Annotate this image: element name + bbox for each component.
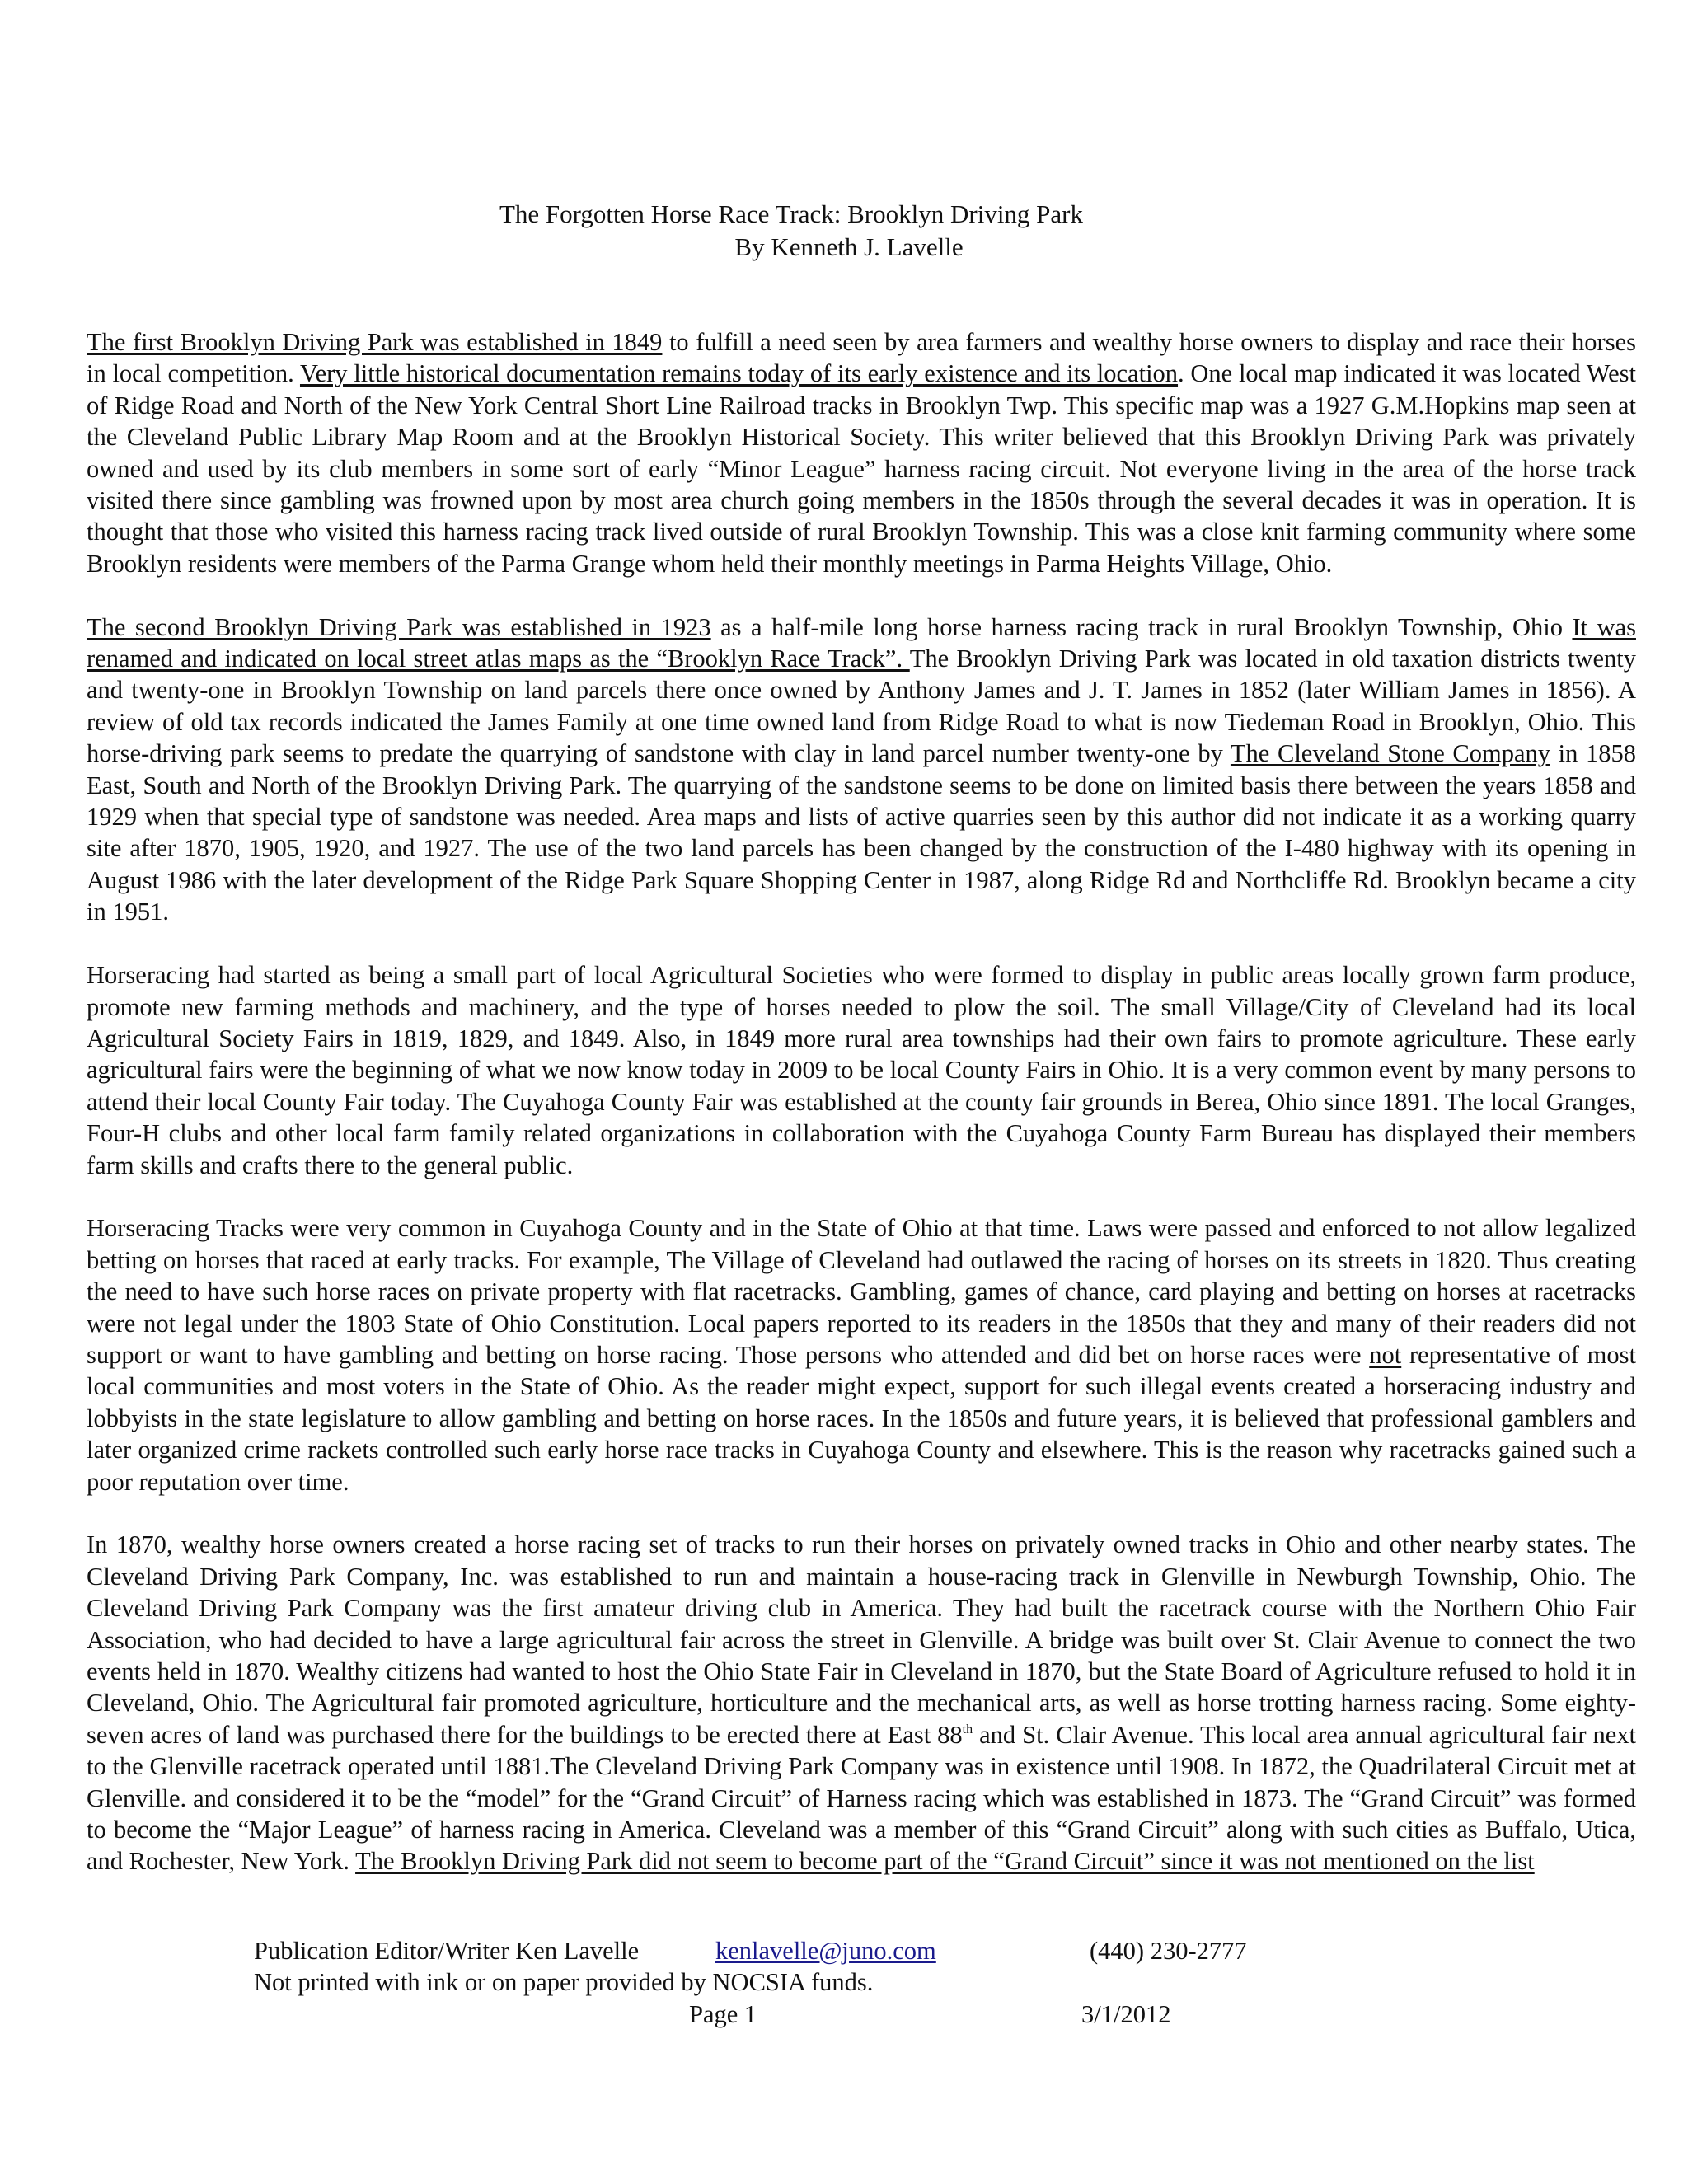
underlined-text: Very little historical documentation remains today of its early existence and its location — [299, 359, 1179, 388]
paragraph-5: In 1870, wealthy horse owners created a horse racing set of tracks to run their horses on privately owned tracks in Ohio and other nearby states. The Cleveland Driving Park Company, Inc. was established to run and maintain a house-racing track in Glenville in Newburgh Township, Ohio. The Cleveland Driving Park Company was the first amateur driving club in America. They had built the racetrack course with the Northern Ohio Fair Association, who had decided to have a large agricultural fair across the street in Glenville. A bridge was built over St. Clair Avenue to connect the two events held in 1870. Wealthy citizens had wanted to host the Ohio State Fair in Cleveland in 1870, but the State Board of Agriculture refused to hold it in Cleveland, Ohio. The Agricultural fair promoted agriculture, horticulture and the mechanical arts, as well as horse trotting harness racing. Some eighty-seven acres of land was purchased there for the buildings to be erected there at East 88th and St. Clair Avenue. This local area annual agricultural fair next to the Glenville racetrack operated until 1881.The Cleveland Driving Park Company was in existence until 1908. In 1872, the Quadrilateral Circuit met at Glenville. and considered it to be the “model” for the “Grand Circuit” of Harness racing which was established in 1873. The “Grand Circuit” was formed to become the “Major League” of harness racing in America. Cleveland was a member of this “Grand Circuit” along with such cities as Buffalo, Utica, and Rochester, New York. The Brooklyn Driving Park did not seem to become part of the “Grand Circuit” since it was not mentioned on the list — [87, 1530, 1636, 1876]
email-link[interactable]: kenlavelle@juno.com — [715, 1937, 936, 1965]
footer-date: 3/1/2012 — [1081, 1999, 1171, 2028]
page-number: Page 1 — [689, 1999, 757, 2028]
underlined-text: not — [1369, 1340, 1402, 1369]
footer-row-funding — [254, 1966, 1490, 1998]
article-body — [87, 326, 1636, 1877]
article-byline: By Kenneth J. Lavelle — [734, 232, 964, 261]
paragraph-4: Horseracing Tracks were very common in Cuyahoga County and in the State of Ohio at that time. Laws were passed and enforced to not allow legalized betting on horses that raced at early tracks. For example, The Village of Cleveland had outlawed the racing of horses on its streets in 1820. Thus creating the need to have such horse races on private property with flat racetracks. Gambling, games of chance, card playing and betting on horses at racetracks were not legal under the 1803 State of Ohio Constitution. Local papers reported to its readers in the 1850s that they and many of their readers did not support or want to have gambling and betting on horse racing. Those persons who attended and did bet on horse races were not representative of most local communities and most voters in the State of Ohio. As the reader might expect, support for such illegal events created a horseracing industry and lobbyists in the state legislature to allow gambling and betting on horse races. In the 1850s and future years, it is believed that professional gamblers and later organized crime rackets controlled such early horse race tracks in Cuyahoga County and elsewhere. This is the reason why racetracks gained such a poor reputation over time. — [87, 1214, 1636, 1496]
paragraph-3: Horseracing had started as being a small part of local Agricultural Societies who were formed to display in public areas locally grown farm produce, promote new farming methods and machinery, and the type of horses needed to plow the soil. The small Village/City of Cleveland had its local Agricultural Society Fairs in 1819, 1829, and 1849. Also, in 1849 more rural area townships had their own fairs to promote agriculture. These early agricultural fairs were the beginning of what we now know today in 2009 to be local County Fairs in Ohio. It is a very common event by many persons to attend their local County Fair today. The Cuyahoga County Fair was established at the county fair grounds in Berea, Ohio since 1891. The local Granges, Four-H clubs and other local farm family related organizations in collaboration with the Cuyahoga County Farm Bureau has displayed their members farm skills and crafts there to the general public. — [87, 961, 1636, 1179]
paragraph-1: The first Brooklyn Driving Park was established in 1849 to fulfill a need seen by area farmers and wealthy horse owners to display and race their horses in local competition. Very little historical documentation remains today of its early existence and its location. One local map indicated it was located West of Ridge Road and North of the New York Central Short Line Railroad tracks in Brooklyn Twp. This specific map was a 1927 G.M.Hopkins map seen at the Cleveland Public Library Map Room and at the Brooklyn Historical Society. This writer believed that this Brooklyn Driving Park was privately owned and used by its club members in some sort of early “Minor League” harness racing circuit. Not everyone living in the area of the horse track visited there since gambling was frowned upon by most area church going members in the 1850s through the several decades it was in operation. It is thought that those who visited this harness racing track lived outside of rural Brooklyn Township. This was a close knit farming community where some Brooklyn residents were members of the Parma Grange whom held their monthly meetings in Parma Heights Village, Ohio. — [87, 328, 1637, 578]
underlined-text: The Cleveland Stone Company — [1230, 739, 1550, 768]
footer-editor: Publication Editor/Writer Ken Lavelle — [254, 1937, 640, 1965]
footer-row-contact — [254, 1935, 1490, 1966]
page-footer — [254, 1935, 1490, 2030]
paragraph-2: The second Brooklyn Driving Park was established in 1923 as a half-mile long horse harness racing track in rural Brooklyn Township, Ohio It was renamed and indicated on local street atlas maps as the “Brooklyn Race Track”. The Brooklyn Driving Park was located in old taxation districts twenty and twenty-one in Brooklyn Township on land parcels there once owned by Anthony James and J. T. James in 1852 (later William James in 1856). A review of old tax records indicated the James Family at one time owned land from Ridge Road to what is now Tiedeman Road in Brooklyn, Ohio. This horse-driving park seems to predate the quarrying of sandstone with clay in land parcel number twenty-one by The Cleveland Stone Company in 1858 East, South and North of the Brooklyn Driving Park. The quarrying of the sandstone seems to be done on limited basis there between the years 1858 and 1929 when that special type of sandstone was needed. Area maps and lists of active quarries seen by this author did not indicate it as a working quarry site after 1870, 1905, 1920, and 1927. The use of the two land parcels has been changed by the construction of the I-480 highway with its opening in August 1986 with the later development of the Ridge Park Square Shopping Center in 1987, along Ridge Rd and Northcliffe Rd. Brooklyn became a city in 1951. — [87, 612, 1636, 926]
underlined-text: The second Brooklyn Driving Park was established in 1923 — [87, 612, 711, 641]
article-title: The Forgotten Horse Race Track: Brooklyn Driving Park — [499, 199, 1084, 228]
footer-row-page — [254, 1999, 1490, 2030]
underlined-text: The first Brooklyn Driving Park was established in 1849 — [87, 328, 663, 356]
footer-phone: (440) 230-2777 — [1090, 1937, 1247, 1965]
footer-funding-note: Not printed with ink or on paper provided by NOCSIA funds. — [254, 1968, 874, 1997]
underlined-text: The Brooklyn Driving Park did not seem to become part of the “Grand Circuit” since it was not mentioned on the list — [355, 1847, 1535, 1876]
superscript: th — [962, 1722, 973, 1736]
underlined-text: It was renamed and indicated on local street atlas maps as the “Brooklyn Race Track”. — [87, 612, 1636, 673]
